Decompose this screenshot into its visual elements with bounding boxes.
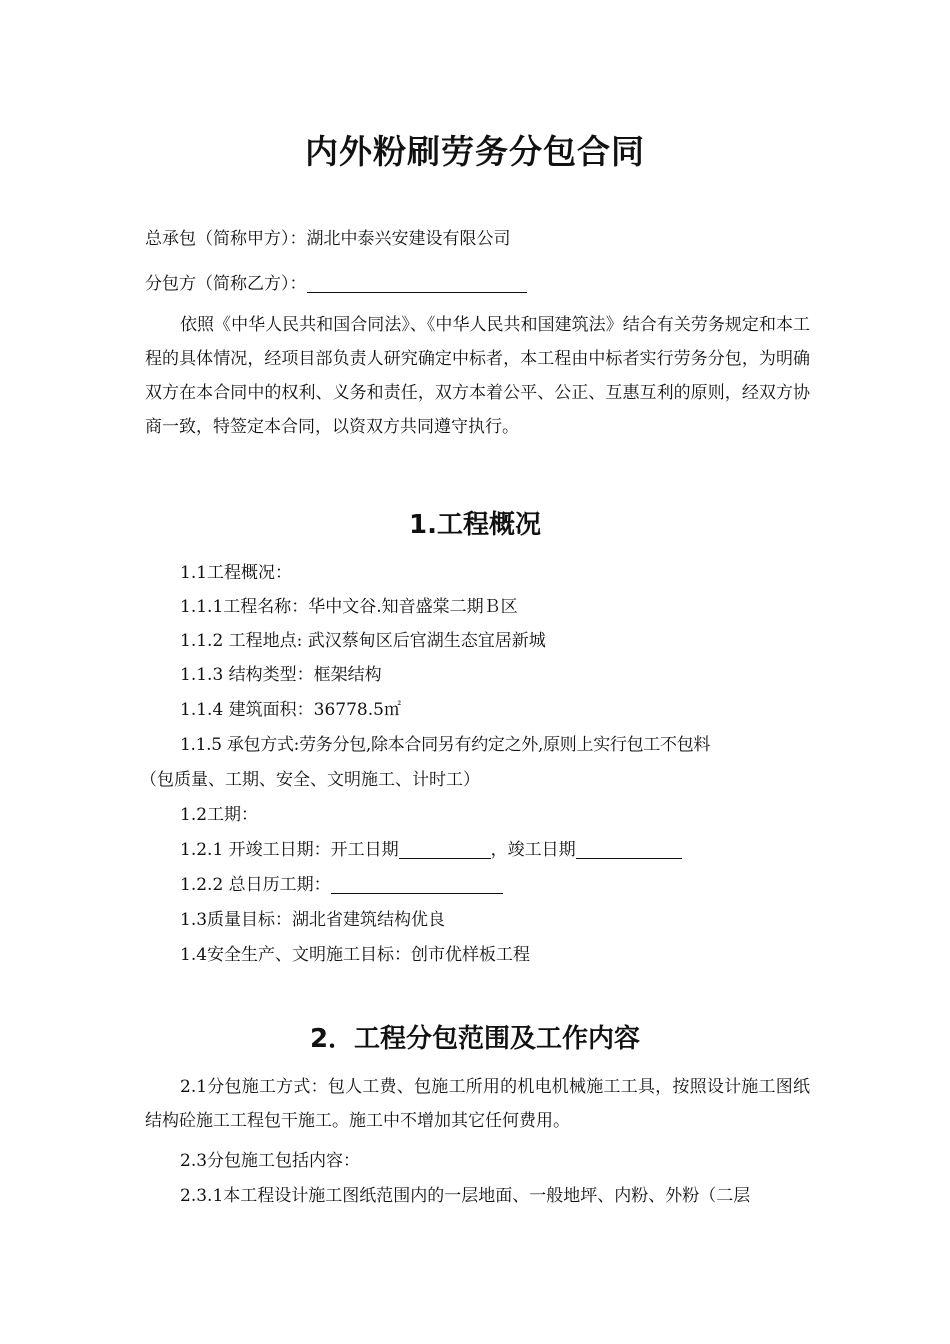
- end-date-blank[interactable]: [576, 838, 682, 859]
- intro-paragraph: 依照《中华人民共和国合同法》、《中华人民共和国建筑法》结合有关劳务规定和本工程的具体情况，经项目部负责人研究确定中标者，本工程由中标者实行劳务分包，为明确双方在本合同中的权利、义务和责任，双方本着公平、公正、互惠互利的原则，经双方协商一致，特签定本合同，以资双方共同遵守执行。: [145, 315, 810, 437]
- subcontractor-label: 分包方（简称乙方）：: [145, 274, 307, 294]
- subcontractor-line: [145, 272, 527, 296]
- item-1-1-3: 1.1.3 结构类型：框架结构: [180, 665, 382, 685]
- contractor-line: [145, 227, 511, 251]
- contractor-name: 湖北中泰兴安建设有限公司: [306, 229, 511, 249]
- item-1-1-5-continued: （包质量、工期、安全、文明施工、计时工）: [140, 770, 480, 790]
- item-1-1: 1.1工程概况：: [180, 563, 293, 583]
- total-duration-label: 1.2.2 总日历工期：: [180, 875, 331, 895]
- item-1-2-2: [180, 873, 503, 897]
- document-title: 内外粉刷劳务分包合同: [305, 132, 645, 171]
- item-1-3: 1.3质量目标：湖北省建筑结构优良: [180, 910, 446, 930]
- start-date-label: 1.2.1 开竣工日期：开工日期: [180, 840, 399, 860]
- total-duration-blank[interactable]: [331, 873, 503, 894]
- start-date-blank[interactable]: [399, 838, 491, 859]
- item-1-2: 1.2工期：: [180, 805, 259, 825]
- section-1-heading: 1.工程概况: [409, 510, 541, 540]
- contractor-label: 总承包（简称甲方）：: [145, 229, 307, 249]
- item-1-1-2: 1.1.2 工程地点: 武汉蔡甸区后官湖生态宜居新城: [180, 631, 546, 651]
- subcontractor-blank[interactable]: [307, 272, 527, 293]
- item-1-4: 1.4安全生产、文明施工目标：创市优样板工程: [180, 945, 531, 965]
- item-1-2-1: [180, 838, 682, 862]
- item-2-3-1: 2.3.1本工程设计施工图纸范围内的一层地面、一般地坪、内粉、外粉（二层: [180, 1186, 751, 1206]
- item-1-1-1: 1.1.1工程名称：华中文谷.知音盛棠二期Ｂ区: [180, 597, 518, 617]
- section-2-heading: 2．工程分包范围及工作内容: [309, 1024, 641, 1054]
- item-1-1-4: 1.1.4 建筑面积：36778.5㎡: [180, 700, 401, 720]
- item-2-3: 2.3分包施工包括内容：: [180, 1151, 361, 1171]
- end-date-label: ，竣工日期: [490, 840, 576, 860]
- item-2-1: 2.1分包施工方式：包人工费、包施工所用的机电机械施工工具，按照设计施工图纸结构砼施工工程包干施工。施工中不增加其它任何费用。: [145, 1077, 810, 1131]
- item-1-1-5: 1.1.5 承包方式:劳务分包,除本合同另有约定之外,原则上实行包工不包料: [180, 735, 711, 755]
